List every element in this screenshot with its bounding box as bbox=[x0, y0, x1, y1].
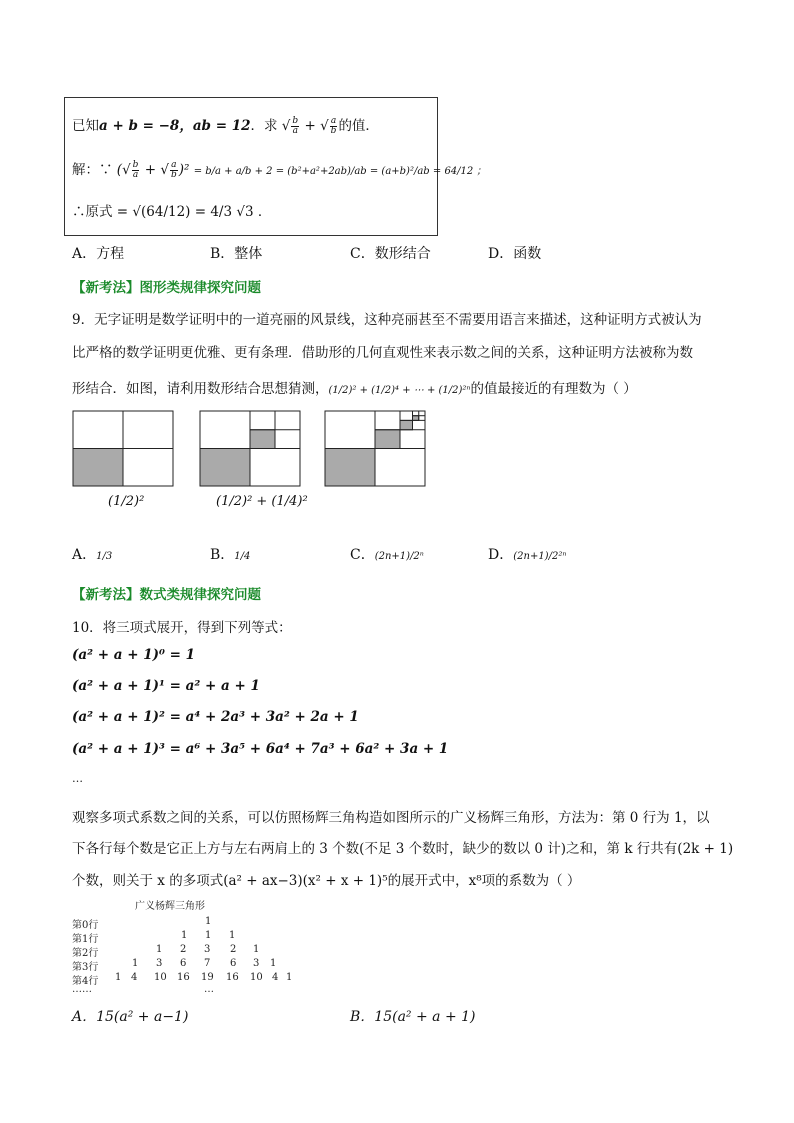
q9-line-1: 9．无字证明是数学证明中的一道亮丽的风景线，这种亮丽甚至不需要用语言来描述，这种证明方式被认为 bbox=[72, 312, 702, 328]
triangle-cell: 3 bbox=[156, 958, 163, 969]
q9-line-3-prefix: 形结合．如图，请利用数形结合思想猜测， bbox=[72, 381, 329, 397]
q9-line-3 bbox=[72, 377, 637, 397]
q10-eq-2: (a² + a + 1)² = a⁴ + 2a³ + 3a² + 2a + 1 bbox=[72, 709, 359, 725]
q9-option-c bbox=[350, 544, 424, 564]
triangle-cell: 6 bbox=[180, 958, 187, 969]
q10-paragraph-3: 个数，则关于 x 的多项式(a² + ax−3)(x² + x + 1)⁵的展开式中，x⁸项的系数为（ ） bbox=[72, 873, 581, 889]
q9-option-d-letter: D． bbox=[488, 547, 514, 563]
triangle-cell: 1 bbox=[270, 958, 277, 969]
triangle-cell: 1 bbox=[181, 930, 188, 941]
triangle-ellipsis: … bbox=[204, 984, 214, 995]
q9-option-c-letter: C． bbox=[350, 547, 375, 563]
q9-option-d bbox=[488, 544, 566, 564]
box-line-1-suffix: 的值． bbox=[338, 118, 379, 134]
triangle-cell: 2 bbox=[230, 944, 237, 955]
triangle-cell: 1 bbox=[286, 972, 293, 983]
square-figure-3 bbox=[325, 411, 425, 486]
row-label-more: …… bbox=[72, 984, 92, 995]
q8-option-c: C．数形结合 bbox=[350, 246, 431, 262]
box-line-1 bbox=[72, 114, 379, 136]
triangle-cell: 10 bbox=[250, 972, 263, 983]
triangle-cell: 16 bbox=[177, 972, 190, 983]
q10-eq-3: (a² + a + 1)³ = a⁶ + 3a⁵ + 6a⁴ + 7a³ + 6a² + 3a + 1 bbox=[72, 741, 449, 757]
q10-paragraph-1: 观察多项式系数之间的关系，可以仿照杨辉三角构造如图所示的广义杨辉三角形，方法为：第 0 行为 1，以 bbox=[72, 810, 710, 826]
q9-option-c-value: (2n+1)/2ⁿ bbox=[374, 551, 424, 562]
q9-option-b bbox=[210, 544, 250, 564]
q8-option-b: B．整体 bbox=[210, 246, 263, 262]
triangle-cell: 10 bbox=[154, 972, 167, 983]
q9-option-a bbox=[72, 544, 112, 564]
triangle-cell: 7 bbox=[204, 958, 211, 969]
triangle-cell: 1 bbox=[205, 930, 212, 941]
q8-option-a: A．方程 bbox=[72, 246, 125, 262]
box-line-3: ∴原式 = √(64/12) = 4/3 √3 ． bbox=[72, 204, 272, 220]
row-label-1: 第1行 bbox=[72, 934, 99, 945]
q10-option-a: A．15(a² + a−1) bbox=[72, 1009, 189, 1025]
q10-ellipsis: … bbox=[72, 772, 83, 785]
row-label-2: 第2行 bbox=[72, 948, 99, 959]
square-figure-2 bbox=[200, 411, 300, 486]
q9-line-2: 比严格的数学证明更优雅、更有条理．借助形的几何直观性来表示数之间的关系，这种证明方法被称为数 bbox=[72, 345, 693, 361]
q8-option-d: D．函数 bbox=[488, 246, 542, 262]
triangle-cell: 1 bbox=[156, 944, 163, 955]
box-line-2-prefix: 解：∵ bbox=[72, 162, 113, 178]
q9-series: (1/2)² + (1/2)⁴ + ⋯ + (1/2)²ⁿ bbox=[328, 385, 471, 396]
sqrt-expression: √ $\frac{b}{a}$ + √ $\frac{a}{b}$ bbox=[281, 115, 337, 136]
box-line-1-ask: ．求 bbox=[250, 118, 278, 134]
triangle-cell: 3 bbox=[253, 958, 260, 969]
triangle-cell: 16 bbox=[226, 972, 239, 983]
triangle-cell: 1 bbox=[132, 958, 139, 969]
q9-option-b-letter: B． bbox=[210, 547, 235, 563]
box-line-2 bbox=[72, 158, 486, 180]
box-line-2-math: = b/a + a/b + 2 = (b²+a²+2ab)/ab = (a+b)²/ab = 64/12 ； bbox=[193, 166, 487, 177]
q10-eq-1: (a² + a + 1)¹ = a² + a + 1 bbox=[72, 678, 260, 694]
triangle-cell: 1 bbox=[229, 930, 236, 941]
triangle-title: 广义杨辉三角形 bbox=[135, 901, 205, 912]
triangle-cell: 6 bbox=[230, 958, 237, 969]
section-heading-algebraic: 【新考法】数式类规律探究问题 bbox=[72, 587, 261, 603]
box-line-1-prefix: 已知 bbox=[72, 118, 99, 134]
triangle-cell: 1 bbox=[253, 944, 260, 955]
triangle-cell: 4 bbox=[272, 972, 279, 983]
triangle-cell: 1 bbox=[115, 972, 122, 983]
q9-option-a-letter: A． bbox=[72, 547, 97, 563]
figure-1-caption: (1/2)² bbox=[108, 494, 145, 509]
box-line-2-square: (√ $\frac{b}{a}$ + √ $\frac{a}{b}$ )² bbox=[116, 159, 190, 180]
square-figure-1 bbox=[73, 411, 173, 486]
q10-option-b: B．15(a² + a + 1) bbox=[350, 1009, 476, 1025]
q9-line-3-suffix: 的值最接近的有理数为（ ） bbox=[470, 381, 637, 397]
triangle-cell: 4 bbox=[131, 972, 138, 983]
q10-intro: 10．将三项式展开，得到下列等式： bbox=[72, 620, 292, 636]
triangle-cell: 3 bbox=[204, 944, 211, 955]
square-figures bbox=[70, 408, 450, 488]
box-line-1-math: a + b = −8，ab = 12 bbox=[99, 118, 251, 134]
q9-option-a-value: 1/3 bbox=[96, 551, 113, 562]
row-label-4: 第4行 bbox=[72, 976, 99, 987]
q10-paragraph-2: 下各行每个数是它正上方与左右两肩上的 3 个数(不足 3 个数时，缺少的数以 0 计)之和，第 k 行共有(2k + 1) bbox=[72, 841, 734, 857]
section-heading-graphic: 【新考法】图形类规律探究问题 bbox=[72, 280, 261, 296]
row-label-3: 第3行 bbox=[72, 962, 99, 973]
triangle-cell: 19 bbox=[201, 972, 214, 983]
triangle-cell: 1 bbox=[205, 916, 212, 927]
figure-2-caption: (1/2)² + (1/4)² bbox=[216, 494, 308, 509]
q10-eq-0: (a² + a + 1)⁰ = 1 bbox=[72, 647, 196, 663]
q9-option-b-value: 1/4 bbox=[234, 551, 251, 562]
triangle-cell: 2 bbox=[180, 944, 187, 955]
row-label-0: 第0行 bbox=[72, 920, 99, 931]
q9-option-d-value: (2n+1)/2²ⁿ bbox=[513, 551, 567, 562]
